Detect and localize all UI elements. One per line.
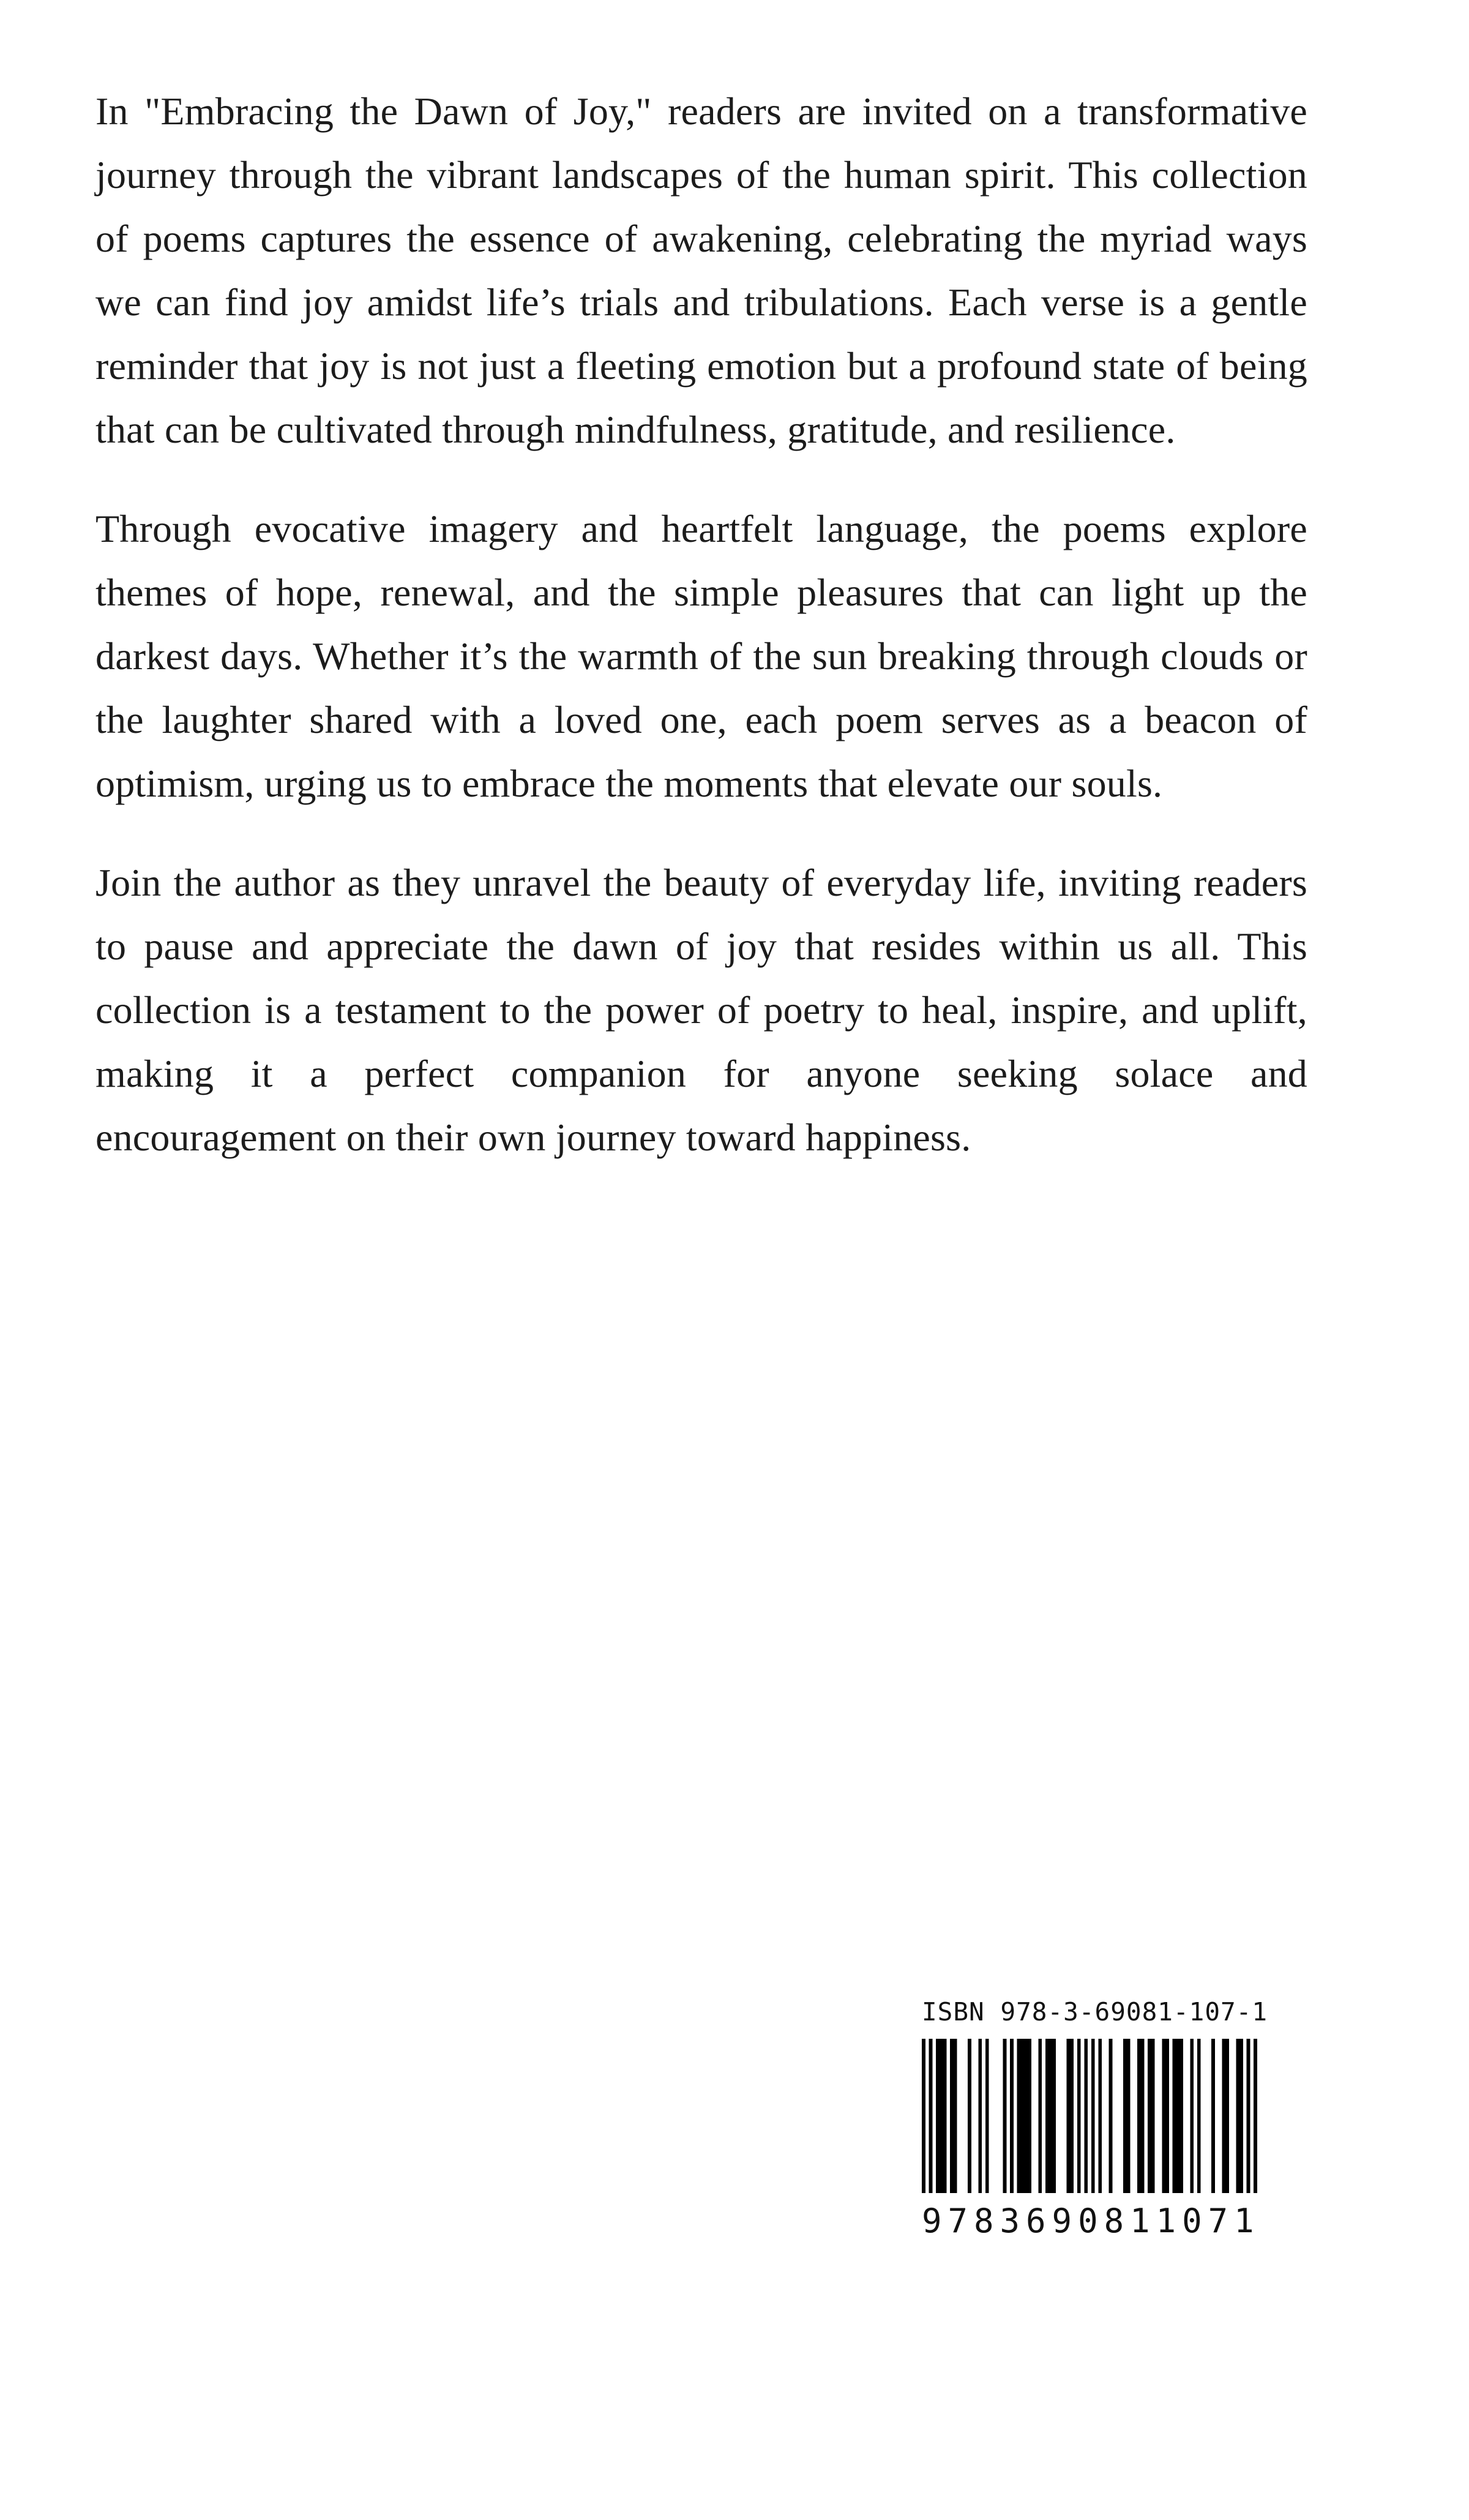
isbn-label: ISBN 978-3-69081-107-1 bbox=[922, 1997, 1268, 2027]
isbn-number: 9783690811071 bbox=[922, 2202, 1260, 2240]
isbn-barcode-block bbox=[922, 1997, 1268, 2240]
isbn-barcode bbox=[922, 2039, 1257, 2193]
paragraph-3: Join the author as they unravel the beauty of everyday life, inviting readers to pause and appreciate the dawn of joy that resides within us all. This collection is a testament to the power of poetry to heal, inspire, and uplift, making it a perfect companion for anyone seeking solace and encouragement on their own journey toward happiness. bbox=[95, 861, 1307, 1159]
paragraph-2: Through evocative imagery and heartfelt language, the poems explore themes of hope, renewal, and the simple pleasures that can light up the darkest days. Whether it’s the warmth of the sun breaking through clouds or the laughter shared with a loved one, each poem serves as a beacon of optimism, urging us to embrace the moments that elevate our souls. bbox=[95, 507, 1307, 805]
back-cover-text bbox=[95, 80, 1307, 1169]
paragraph-1: In "Embracing the Dawn of Joy," readers are invited on a transformative journey through the vibrant landscapes of the human spirit. This collection of poems captures the essence of awakening, celebrating the myriad ways we can find joy amidst life’s trials and tribulations. Each verse is a gentle reminder that joy is not just a fleeting emotion but a profound state of being that can be cultivated through mindfulness, gratitude, and resilience. bbox=[95, 89, 1307, 451]
